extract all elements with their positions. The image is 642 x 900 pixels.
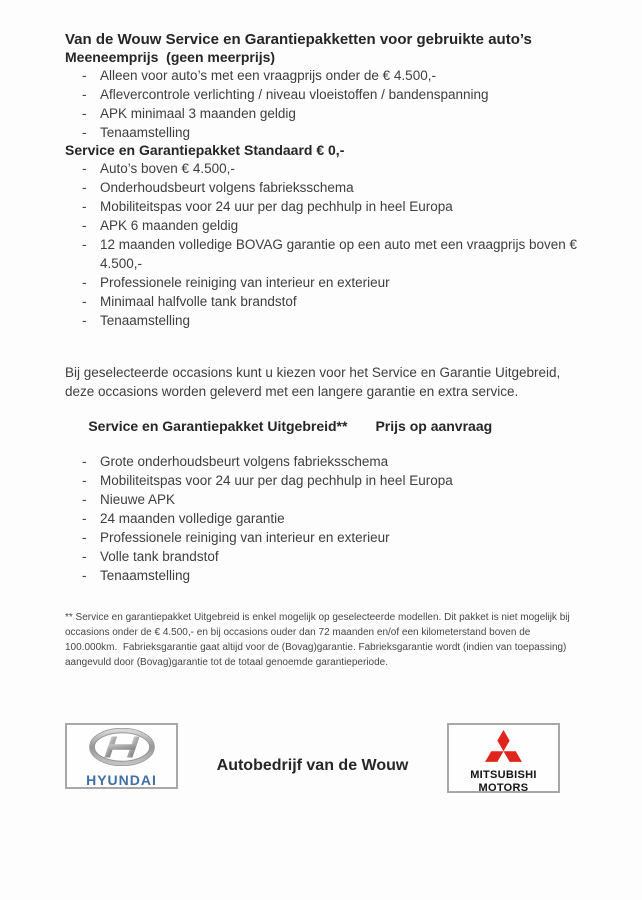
mitsubishi-wordmark-line2: MOTORS xyxy=(478,782,529,794)
list-item xyxy=(82,292,580,311)
intro-paragraph: Bij geselecteerde occasions kunt u kiezen voor het Service en Garantie Uitgebreid, deze occasions worden geleverd met een langere garantie en extra service. xyxy=(65,365,561,399)
list-item xyxy=(82,85,580,104)
list-item xyxy=(82,566,580,585)
list-item-text: APK minimaal 3 maanden geldig xyxy=(100,106,296,121)
bullet-dash: - xyxy=(82,237,87,252)
list-item-text: 12 maanden volledige BOVAG garantie op een auto met een vraagprijs boven € 4.500,- xyxy=(100,237,578,271)
bullet-dash: - xyxy=(82,294,87,309)
list-item xyxy=(82,452,580,471)
list-item-text: Mobiliteitspas voor 24 uur per dag pechhulp in heel Europa xyxy=(100,473,453,488)
list-item-text: Tenaamstelling xyxy=(100,313,191,328)
list-item xyxy=(82,66,580,85)
bullet-dash: - xyxy=(82,530,87,545)
price-on-request-label: Prijs op aanvraag xyxy=(375,418,493,434)
page-title: Van de Wouw Service en Garantiepakketten voor gebruikte auto’s xyxy=(65,31,532,48)
bullet-list-uitgebreid xyxy=(65,452,580,585)
list-item xyxy=(82,471,580,490)
bullet-dash: - xyxy=(82,313,87,328)
list-item-text: APK 6 maanden geldig xyxy=(100,218,239,233)
list-item-text: Tenaamstelling xyxy=(100,568,191,583)
list-item-text: Volle tank brandstof xyxy=(100,549,219,564)
bullet-dash: - xyxy=(82,125,87,140)
hyundai-emblem-icon xyxy=(89,728,155,766)
list-item xyxy=(82,528,580,547)
hyundai-wordmark: HYUNDAI xyxy=(86,772,157,788)
section-heading-standaard: Service en Garantiepakket Standaard € 0,- xyxy=(65,142,345,158)
mitsubishi-diamonds-icon xyxy=(485,730,522,762)
footer xyxy=(65,723,585,793)
list-item xyxy=(82,490,580,509)
mitsubishi-logo-box xyxy=(447,723,560,793)
list-item-text: Nieuwe APK xyxy=(100,492,176,507)
list-item-text: Grote onderhoudsbeurt volgens fabrieksschema xyxy=(100,454,389,469)
section-heading-uitgebreid xyxy=(65,401,585,452)
dealer-name: Autobedrijf van de Wouw xyxy=(216,757,409,774)
bullet-list-standaard xyxy=(65,159,580,330)
bullet-dash: - xyxy=(82,454,87,469)
list-item-text: Onderhoudsbeurt volgens fabrieksschema xyxy=(100,180,354,195)
mitsubishi-wordmark-line1: MITSUBISHI xyxy=(470,769,537,781)
bullet-dash: - xyxy=(82,161,87,176)
list-item xyxy=(82,197,580,216)
bullet-dash: - xyxy=(82,199,87,214)
bullet-dash: - xyxy=(82,549,87,564)
bullet-dash: - xyxy=(82,218,87,233)
list-item xyxy=(82,216,580,235)
footnote: ** Service en garantiepakket Uitgebreid is enkel mogelijk op geselecteerde modellen. Dit pakket is niet mogelijk bij occasions onder de € 4.500,- en bij occasions ouder dan 72 maanden en/of een kilometerstand boven de 100.000km. Fabrieksgarantie gaat altijd voor de (Bovag)garantie. Fabrieksgarantie wordt (indien van toepassing) aangevuld door (Bovag)garantie tot de totaal genoemde garantieperiode. xyxy=(65,612,573,668)
list-item xyxy=(82,273,580,292)
bullet-dash: - xyxy=(82,68,87,83)
list-item-text: Aflevercontrole verlichting / niveau vloeistoffen / bandenspanning xyxy=(100,87,489,102)
list-item xyxy=(82,509,580,528)
list-item xyxy=(82,104,580,123)
bullet-dash: - xyxy=(82,180,87,195)
section-heading-text: Service en Garantiepakket Uitgebreid** xyxy=(88,418,348,434)
list-item xyxy=(82,235,580,273)
list-item-text: Auto’s boven € 4.500,- xyxy=(100,161,235,176)
list-item xyxy=(82,311,580,330)
bullet-dash: - xyxy=(82,87,87,102)
list-item xyxy=(82,547,580,566)
list-item-text: Minimaal halfvolle tank brandstof xyxy=(100,294,297,309)
section-heading-meeneemprijs: Meeneemprijs (geen meerprijs) xyxy=(65,49,276,65)
bullet-list-meeneemprijs xyxy=(65,66,580,142)
bullet-dash: - xyxy=(82,473,87,488)
list-item-text: Alleen voor auto’s met een vraagprijs onder de € 4.500,- xyxy=(100,68,436,83)
list-item-text: Tenaamstelling xyxy=(100,125,191,140)
list-item xyxy=(82,178,580,197)
bullet-dash: - xyxy=(82,511,87,526)
bullet-dash: - xyxy=(82,275,87,290)
list-item-text: Professionele reiniging van interieur en exterieur xyxy=(100,275,390,290)
bullet-dash: - xyxy=(82,568,87,583)
section-meeneemprijs xyxy=(65,49,585,142)
list-item-text: Professionele reiniging van interieur en exterieur xyxy=(100,530,390,545)
mitsubishi-wordmark xyxy=(449,769,558,795)
list-item-text: 24 maanden volledige garantie xyxy=(100,511,285,526)
bullet-dash: - xyxy=(82,492,87,507)
hyundai-logo-box xyxy=(65,723,178,789)
section-standaard xyxy=(65,142,585,330)
list-item-text: Mobiliteitspas voor 24 uur per dag pechhulp in heel Europa xyxy=(100,199,453,214)
list-item xyxy=(82,123,580,142)
section-uitgebreid xyxy=(65,401,585,585)
list-item xyxy=(82,159,580,178)
bullet-dash: - xyxy=(82,106,87,121)
